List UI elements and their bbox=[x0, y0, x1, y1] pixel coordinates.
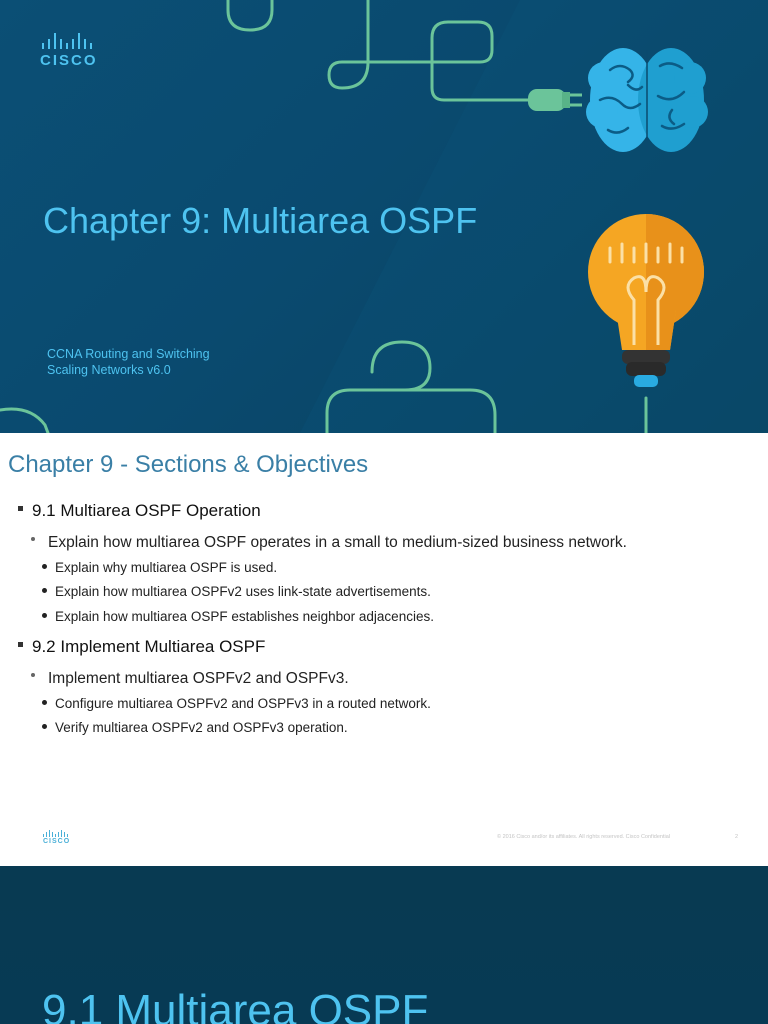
square-bullet-icon bbox=[18, 642, 23, 647]
objectives-slide bbox=[0, 433, 768, 866]
section-slide bbox=[0, 866, 768, 1024]
bullet-icon bbox=[31, 537, 35, 541]
wire-path-top-left bbox=[228, 0, 272, 30]
sub-objective-text: Explain how multiarea OSPFv2 uses link-state advertisements. bbox=[55, 584, 431, 599]
sub-objective-text: Verify multiarea OSPFv2 and OSPFv3 operation. bbox=[55, 720, 348, 735]
sub-objective-item bbox=[42, 560, 277, 575]
sub-objective-item bbox=[42, 584, 431, 599]
objective-item bbox=[31, 670, 349, 688]
section-heading-text: 9.1 Multiarea OSPF Operation bbox=[32, 501, 261, 520]
cisco-logo-text: CISCO bbox=[40, 52, 98, 69]
sub-objective-item bbox=[42, 609, 434, 624]
bullet-icon bbox=[42, 613, 47, 618]
footer-copyright: © 2016 Cisco and/or its affiliates. All rights reserved. Cisco Confidential bbox=[497, 834, 671, 840]
bullet-icon bbox=[42, 588, 47, 593]
sub-objective-item bbox=[42, 696, 431, 711]
objective-text: Implement multiarea OSPFv2 and OSPFv3. bbox=[48, 670, 349, 687]
objectives-title: Chapter 9 - Sections & Objectives bbox=[8, 451, 369, 478]
subtitle-course: CCNA Routing and Switching bbox=[47, 347, 210, 361]
sub-objective-text: Explain how multiarea OSPF establishes neighbor adjacencies. bbox=[55, 609, 434, 624]
section-heading bbox=[18, 501, 261, 521]
slide-title: Chapter 9: Multiarea OSPF bbox=[43, 200, 478, 241]
section-title: 9.1 Multiarea OSPF bbox=[42, 986, 429, 1024]
bullet-icon bbox=[42, 564, 47, 569]
section-heading-text: 9.2 Implement Multiarea OSPF bbox=[32, 637, 266, 656]
objective-text: Explain how multiarea OSPF operates in a small to medium-sized business network. bbox=[48, 534, 627, 551]
bullet-icon bbox=[31, 673, 35, 677]
cisco-logo-bars bbox=[42, 33, 110, 49]
cisco-logo bbox=[40, 33, 110, 71]
cisco-logo-bars bbox=[43, 830, 70, 837]
objective-item bbox=[31, 534, 627, 552]
sub-objective-text: Explain why multiarea OSPF is used. bbox=[55, 560, 278, 575]
wire-path-lower bbox=[0, 409, 48, 433]
cisco-logo-text: CISCO bbox=[43, 838, 71, 845]
brain-icon bbox=[586, 48, 708, 152]
slide-subtitle bbox=[47, 346, 210, 378]
footer-page-number: 2 bbox=[735, 834, 739, 840]
sub-objective-text: Configure multiarea OSPFv2 and OSPFv3 in a routed network. bbox=[55, 696, 431, 711]
title-slide bbox=[0, 0, 768, 433]
bullet-icon bbox=[42, 700, 47, 705]
section-heading bbox=[18, 637, 265, 657]
square-bullet-icon bbox=[18, 506, 23, 511]
sub-objective-item bbox=[42, 720, 348, 735]
footer-cisco-logo bbox=[43, 830, 70, 845]
subtitle-version: Scaling Networks v6.0 bbox=[47, 363, 171, 377]
bullet-icon bbox=[42, 724, 47, 729]
